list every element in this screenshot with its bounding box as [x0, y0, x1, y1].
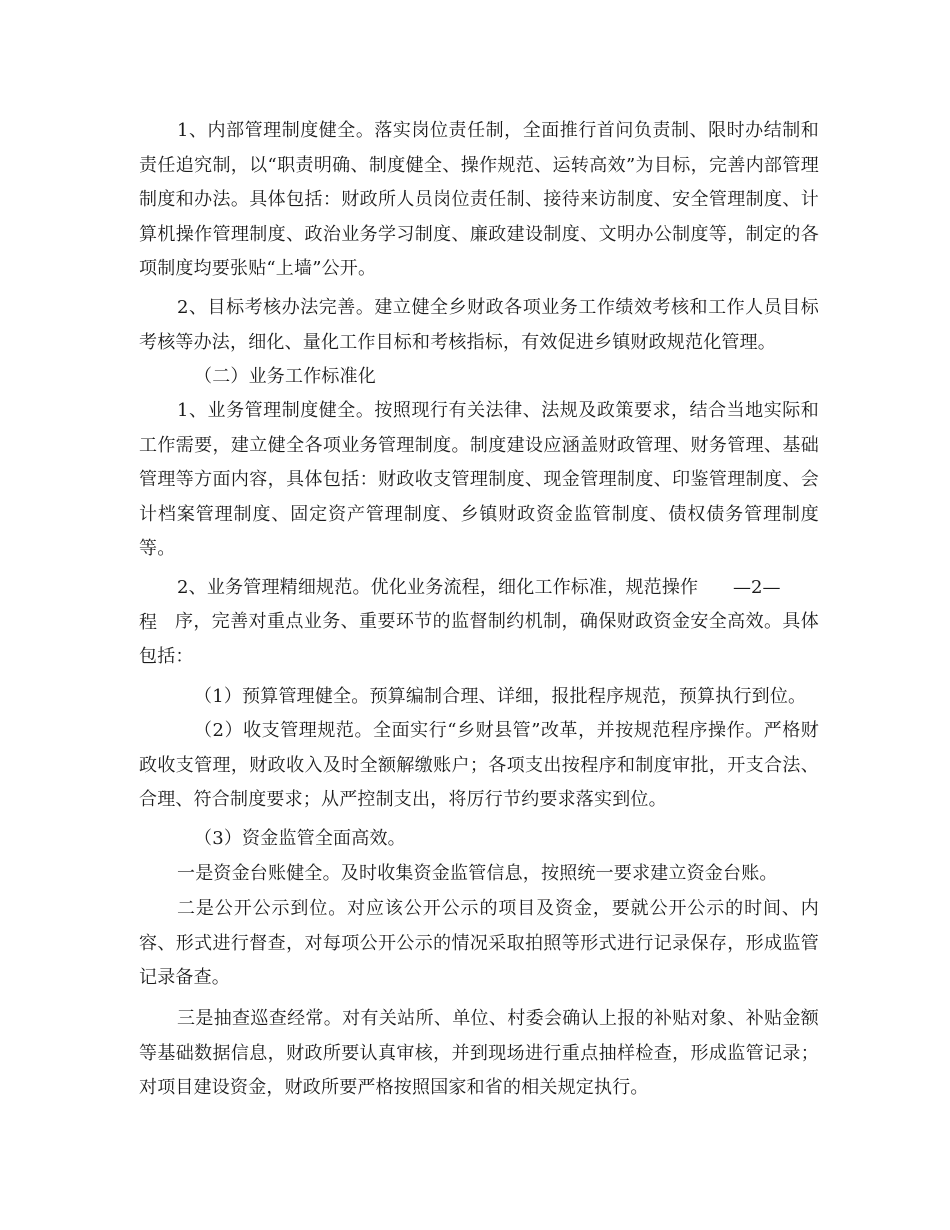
paragraph-revenue-expenditure: （2）收支管理规范。全面实行“乡财县管”改革，并按规范程序操作。严格财政收支管理，财政收入及时全额解缴账户；各项支出按程序和制度审批，开支合法、合理、符合制度要求；从严控制支出，将厉行节约要求落实到位。 — [139, 720, 819, 811]
paragraph-fund-supervision: （3）资金监管全面高效。 — [194, 828, 406, 849]
paragraph-internal-management: 1、内部管理制度健全。落实岗位责任制，全面推行首问负责制、限时办结制和责任追究制，以“职责明确、制度健全、操作规范、运转高效”为目标，完善内部管理制度和办法。具体包括：财政所人员岗位责任制、接待来访制度、安全管理制度、计算机操作管理制度、政治业务学习制度、廉政建设制度、文明办公制度等，制定的各项制度均要张贴“上墙”公开。 — [139, 120, 819, 280]
paragraph-business-refinement-line — [139, 571, 819, 633]
page-number-marker: —2— — [733, 577, 781, 598]
paragraph-business-rules: 1、业务管理制度健全。按照现行有关法律、法规及政策要求，结合当地实际和工作需要，建立健全各项业务管理制度。制度建设应涵盖财政管理、财务管理、基础管理等方面内容，具体包括：财政收支管理制度、现金管理制度、印鉴管理制度、会计档案管理制度、固定资产管理制度、乡镇财政资金监管制度、债权债务管理制度等。 — [139, 400, 819, 560]
paragraph-budget-management: （1）预算管理健全。预算编制合理、详细，报批程序规范，预算执行到位。 — [194, 686, 807, 707]
paragraph-business-refinement: 2、业务管理精细规范。优化业务流程，细化工作标准，规范操作程 — [139, 577, 699, 633]
paragraph-public-disclosure: 二是公开公示到位。对应该公开公示的项目及资金，要就公开公示的时间、内容、形式进行督查，对每项公开公示的情况采取拍照等形式进行记录保存，形成监管记录备查。 — [139, 898, 819, 989]
paragraph-business-refinement-continued: 序，完善对重点业务、重要环节的监督制约机制，确保财政资金安全高效。具体包括： — [139, 611, 819, 667]
section-heading-business-standardization: （二）业务工作标准化 — [194, 366, 376, 387]
paragraph-inspection: 三是抽查巡查经常。对有关站所、单位、村委会确认上报的补贴对象、补贴金额等基础数据信息，财政所要认真审核，并到现场进行重点抽样检查，形成监管记录；对项目建设资金，财政所要严格按照国家和省的相关规定执行。 — [139, 1008, 819, 1099]
paragraph-fund-ledger: 一是资金台账健全。及时收集资金监管信息，按照统一要求建立资金台账。 — [177, 863, 778, 884]
paragraph-target-assessment: 2、目标考核办法完善。建立健全乡财政各项业务工作绩效考核和工作人员目标考核等办法，细化、量化工作目标和考核指标，有效促进乡镇财政规范化管理。 — [139, 297, 819, 353]
